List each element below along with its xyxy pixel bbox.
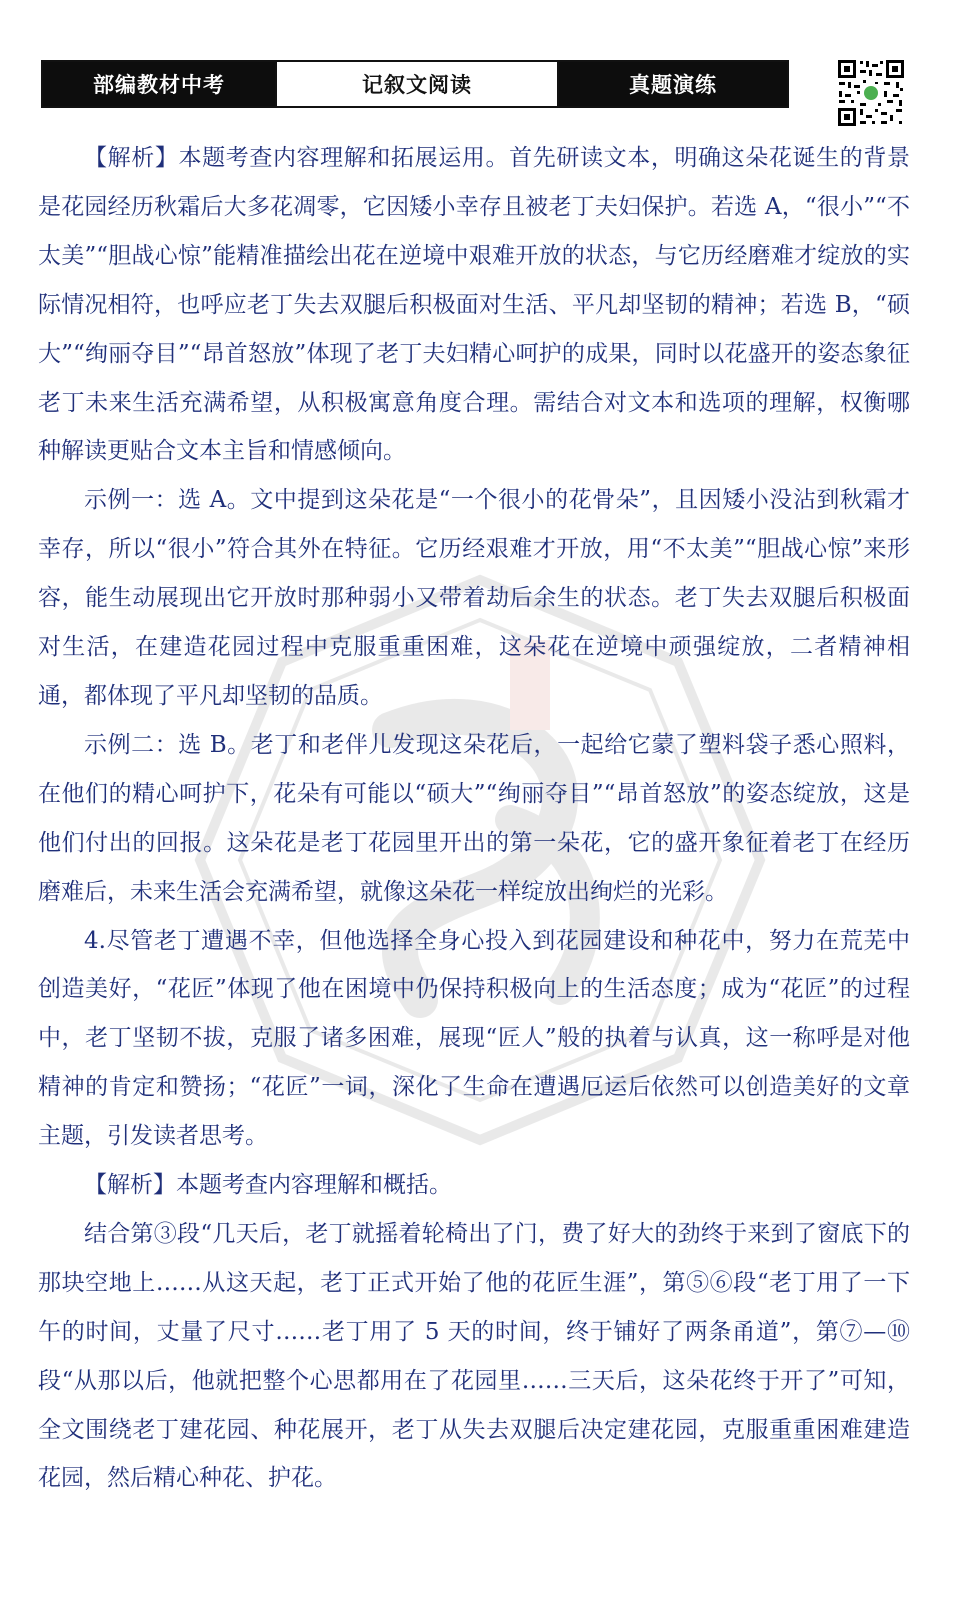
paragraph-analysis-heading: 【解析】本题考查内容理解和概括。	[84, 1172, 452, 1199]
header-bar	[41, 60, 789, 108]
article-body	[38, 134, 910, 1503]
header-left-label: 部编教材中考	[43, 62, 275, 106]
paragraph-analysis-detail: 结合第③段“几天后，老丁就摇着轮椅出了门，费了好大的劲终于来到了窗底下的那块空地上……从这天起，老丁正式开始了他的花匠生涯”，第⑤⑥段“老丁用了一下午的时间，丈量了尺寸……老丁用了 5 天的时间，终于铺好了两条甬道”，第⑦—⑩段“从那以后，他就把整个心思都用在了花园里……三天后，这朵花终于开了”可知，全文围绕老丁建花园、种花展开，老丁从失去双腿后决定建花园，克服重重困难建造花园，然后精心种花、护花。	[38, 1220, 910, 1492]
header-right-label: 真题演练	[559, 62, 787, 106]
paragraph-example-2: 示例二：选 B。老丁和老伴儿发现这朵花后，一起给它蒙了塑料袋子悉心照料，在他们的精心呵护下，花朵有可能以“硕大”“绚丽夺目”“昂首怒放”的姿态绽放，这是他们付出的回报。这朵花是老丁花园里开出的第一朵花，它的盛开象征着老丁在经历磨难后，未来生活会充满希望，就像这朵花一样绽放出绚烂的光彩。	[38, 731, 910, 905]
paragraph-answer-4: 4.尽管老丁遭遇不幸，但他选择全身心投入到花园建设和种花中，努力在荒芜中创造美好，“花匠”体现了他在困境中仍保持积极向上的生活态度；成为“花匠”的过程中，老丁坚韧不拔，克服了诸多困难，展现“匠人”般的执着与认真，这一称呼是对他精神的肯定和赞扬；“花匠”一词，深化了生命在遭遇厄运后依然可以创造美好的文章主题，引发读者思考。	[38, 927, 910, 1150]
paragraph-example-1: 示例一：选 A。文中提到这朵花是“一个很小的花骨朵”，且因矮小没沾到秋霜才幸存，所以“很小”符合其外在特征。它历经艰难才开放，用“不太美”“胆战心惊”来形容，能生动展现出它开放时那种弱小又带着劫后余生的状态。老丁失去双腿后积极面对生活，在建造花园过程中克服重重困难，这朵花在逆境中顽强绽放，二者精神相通，都体现了平凡却坚韧的品质。	[38, 487, 910, 709]
paragraph-analysis-3: 【解析】本题考查内容理解和拓展运用。首先研读文本，明确这朵花诞生的背景是花园经历秋霜后大多花凋零，它因矮小幸存且被老丁夫妇保护。若选 A，“很小”“不太美”“胆战心惊”能精准描绘出花在逆境中艰难开放的状态，与它历经磨难才绽放的实际情况相符，也呼应老丁失去双腿后积极面对生活、平凡却坚韧的精神；若选 B，“硕大”“绚丽夺目”“昂首怒放”体现了老丁夫妇精心呵护的成果，同时以花盛开的姿态象征老丁未来生活充满希望，从积极寓意角度合理。需结合对文本和选项的理解，权衡哪种解读更贴合文本主旨和情感倾向。	[38, 145, 910, 465]
header-center-title: 记叙文阅读	[275, 62, 559, 106]
qr-code-icon	[836, 58, 906, 128]
